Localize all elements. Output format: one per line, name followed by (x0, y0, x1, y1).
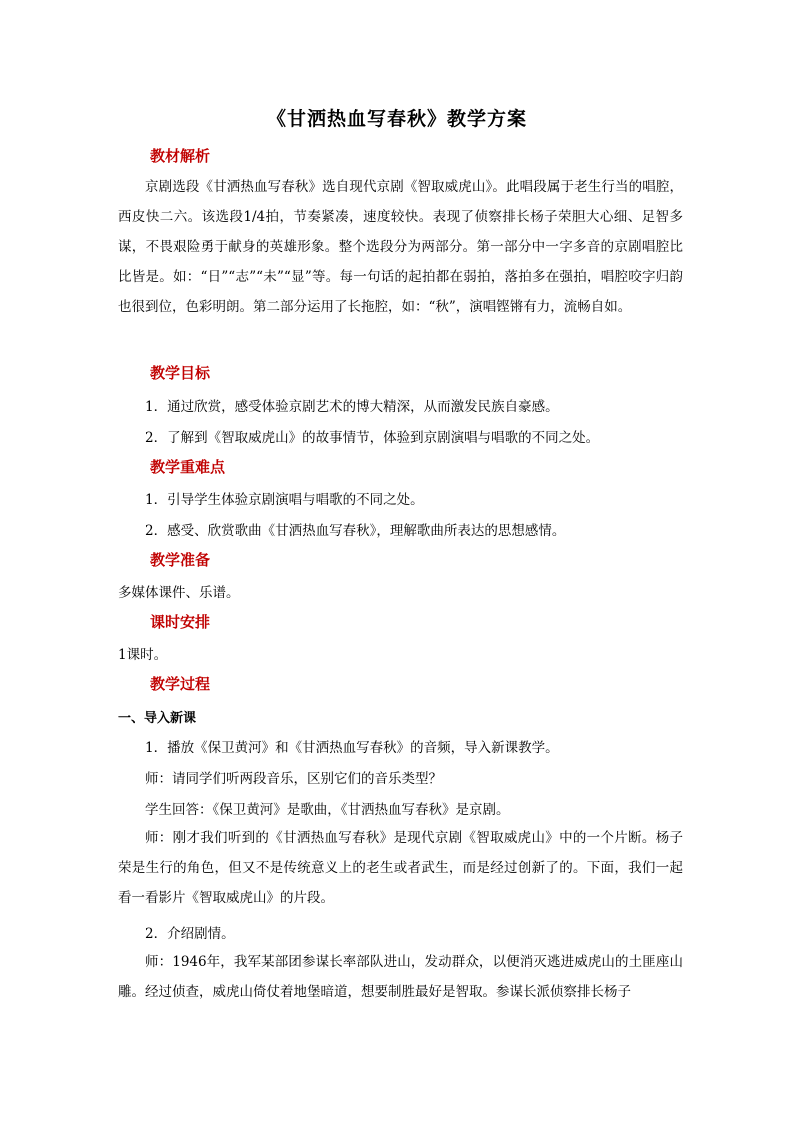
heading-teaching-process: 教学过程 (150, 675, 211, 693)
section-intro-title: 一、导入新课 (118, 711, 197, 726)
process-line-1: 1．播放《保卫黄河》和《甘洒热血写春秋》的音频，导入新课教学。 (145, 740, 559, 756)
heading-schedule: 课时安排 (150, 613, 211, 631)
goal-item-2: 2．了解到《智取威虎山》的故事情节，体验到京剧演唱与唱歌的不同之处。 (145, 430, 600, 446)
process-line-2: 师：请同学们听两段音乐，区别它们的音乐类型？ (145, 771, 442, 787)
goal-item-1: 1．通过欣赏，感受体验京剧艺术的博大精深，从而激发民族自豪感。 (145, 399, 559, 415)
key-point-1: 1．引导学生体验京剧演唱与唱歌的不同之处。 (145, 492, 424, 508)
preparation-text: 多媒体课件、乐谱。 (118, 585, 240, 601)
key-point-2: 2．感受、欣赏歌曲《甘洒热血写春秋》，理解歌曲所表达的思想感情。 (145, 523, 566, 539)
schedule-text: 1课时。 (118, 647, 168, 663)
process-line-3: 学生回答：《保卫黄河》是歌曲，《甘洒热血写春秋》是京剧。 (145, 802, 510, 818)
process-line-4: 2．介绍剧情。 (145, 926, 235, 942)
document-title: 《甘洒热血写春秋》教学方案 (266, 108, 527, 130)
heading-teaching-goals: 教学目标 (150, 364, 211, 382)
teacher-intro-paragraph: 师：刚才我们听到的《甘洒热血写春秋》是现代京剧《智取威虎山》中的一个片断。杨子荣是生行的角色，但又不是传统意义上的老生或者武生，而是经过创新了的。下面，我们一起看一看影片《智取威虎山》的片段。 (118, 830, 683, 906)
heading-preparation: 教学准备 (150, 551, 211, 569)
heading-material-analysis: 教材解析 (150, 147, 211, 165)
plot-intro-paragraph: 师：1946年，我军某部团参谋长率部队进山，发动群众，以便消灭逃进威虎山的土匪座山雕。经过侦查，威虎山倚仗着地堡暗道，想要制胜最好是智取。参谋长派侦察排长杨子 (118, 954, 683, 1000)
heading-key-points: 教学重难点 (150, 458, 226, 476)
material-analysis-paragraph: 京剧选段《甘洒热血写春秋》选自现代京剧《智取威虎山》。此唱段属于老生行当的唱腔，西皮快二六。该选段1/4拍，节奏紧凑，速度较快。表现了侦察排长杨子荣胆大心细、足智多谋，不畏艰险勇于献身的英雄形象。整个选段分为两部分。第一部分中一字多音的京剧唱腔比比皆是。如：“日”“志”“未”“显”等。每一句话的起拍都在弱拍，落拍多在强拍，唱腔咬字归韵也很到位，色彩明朗。第二部分运用了长拖腔，如：“秋”，演唱铿锵有力，流畅自如。 (118, 179, 683, 315)
